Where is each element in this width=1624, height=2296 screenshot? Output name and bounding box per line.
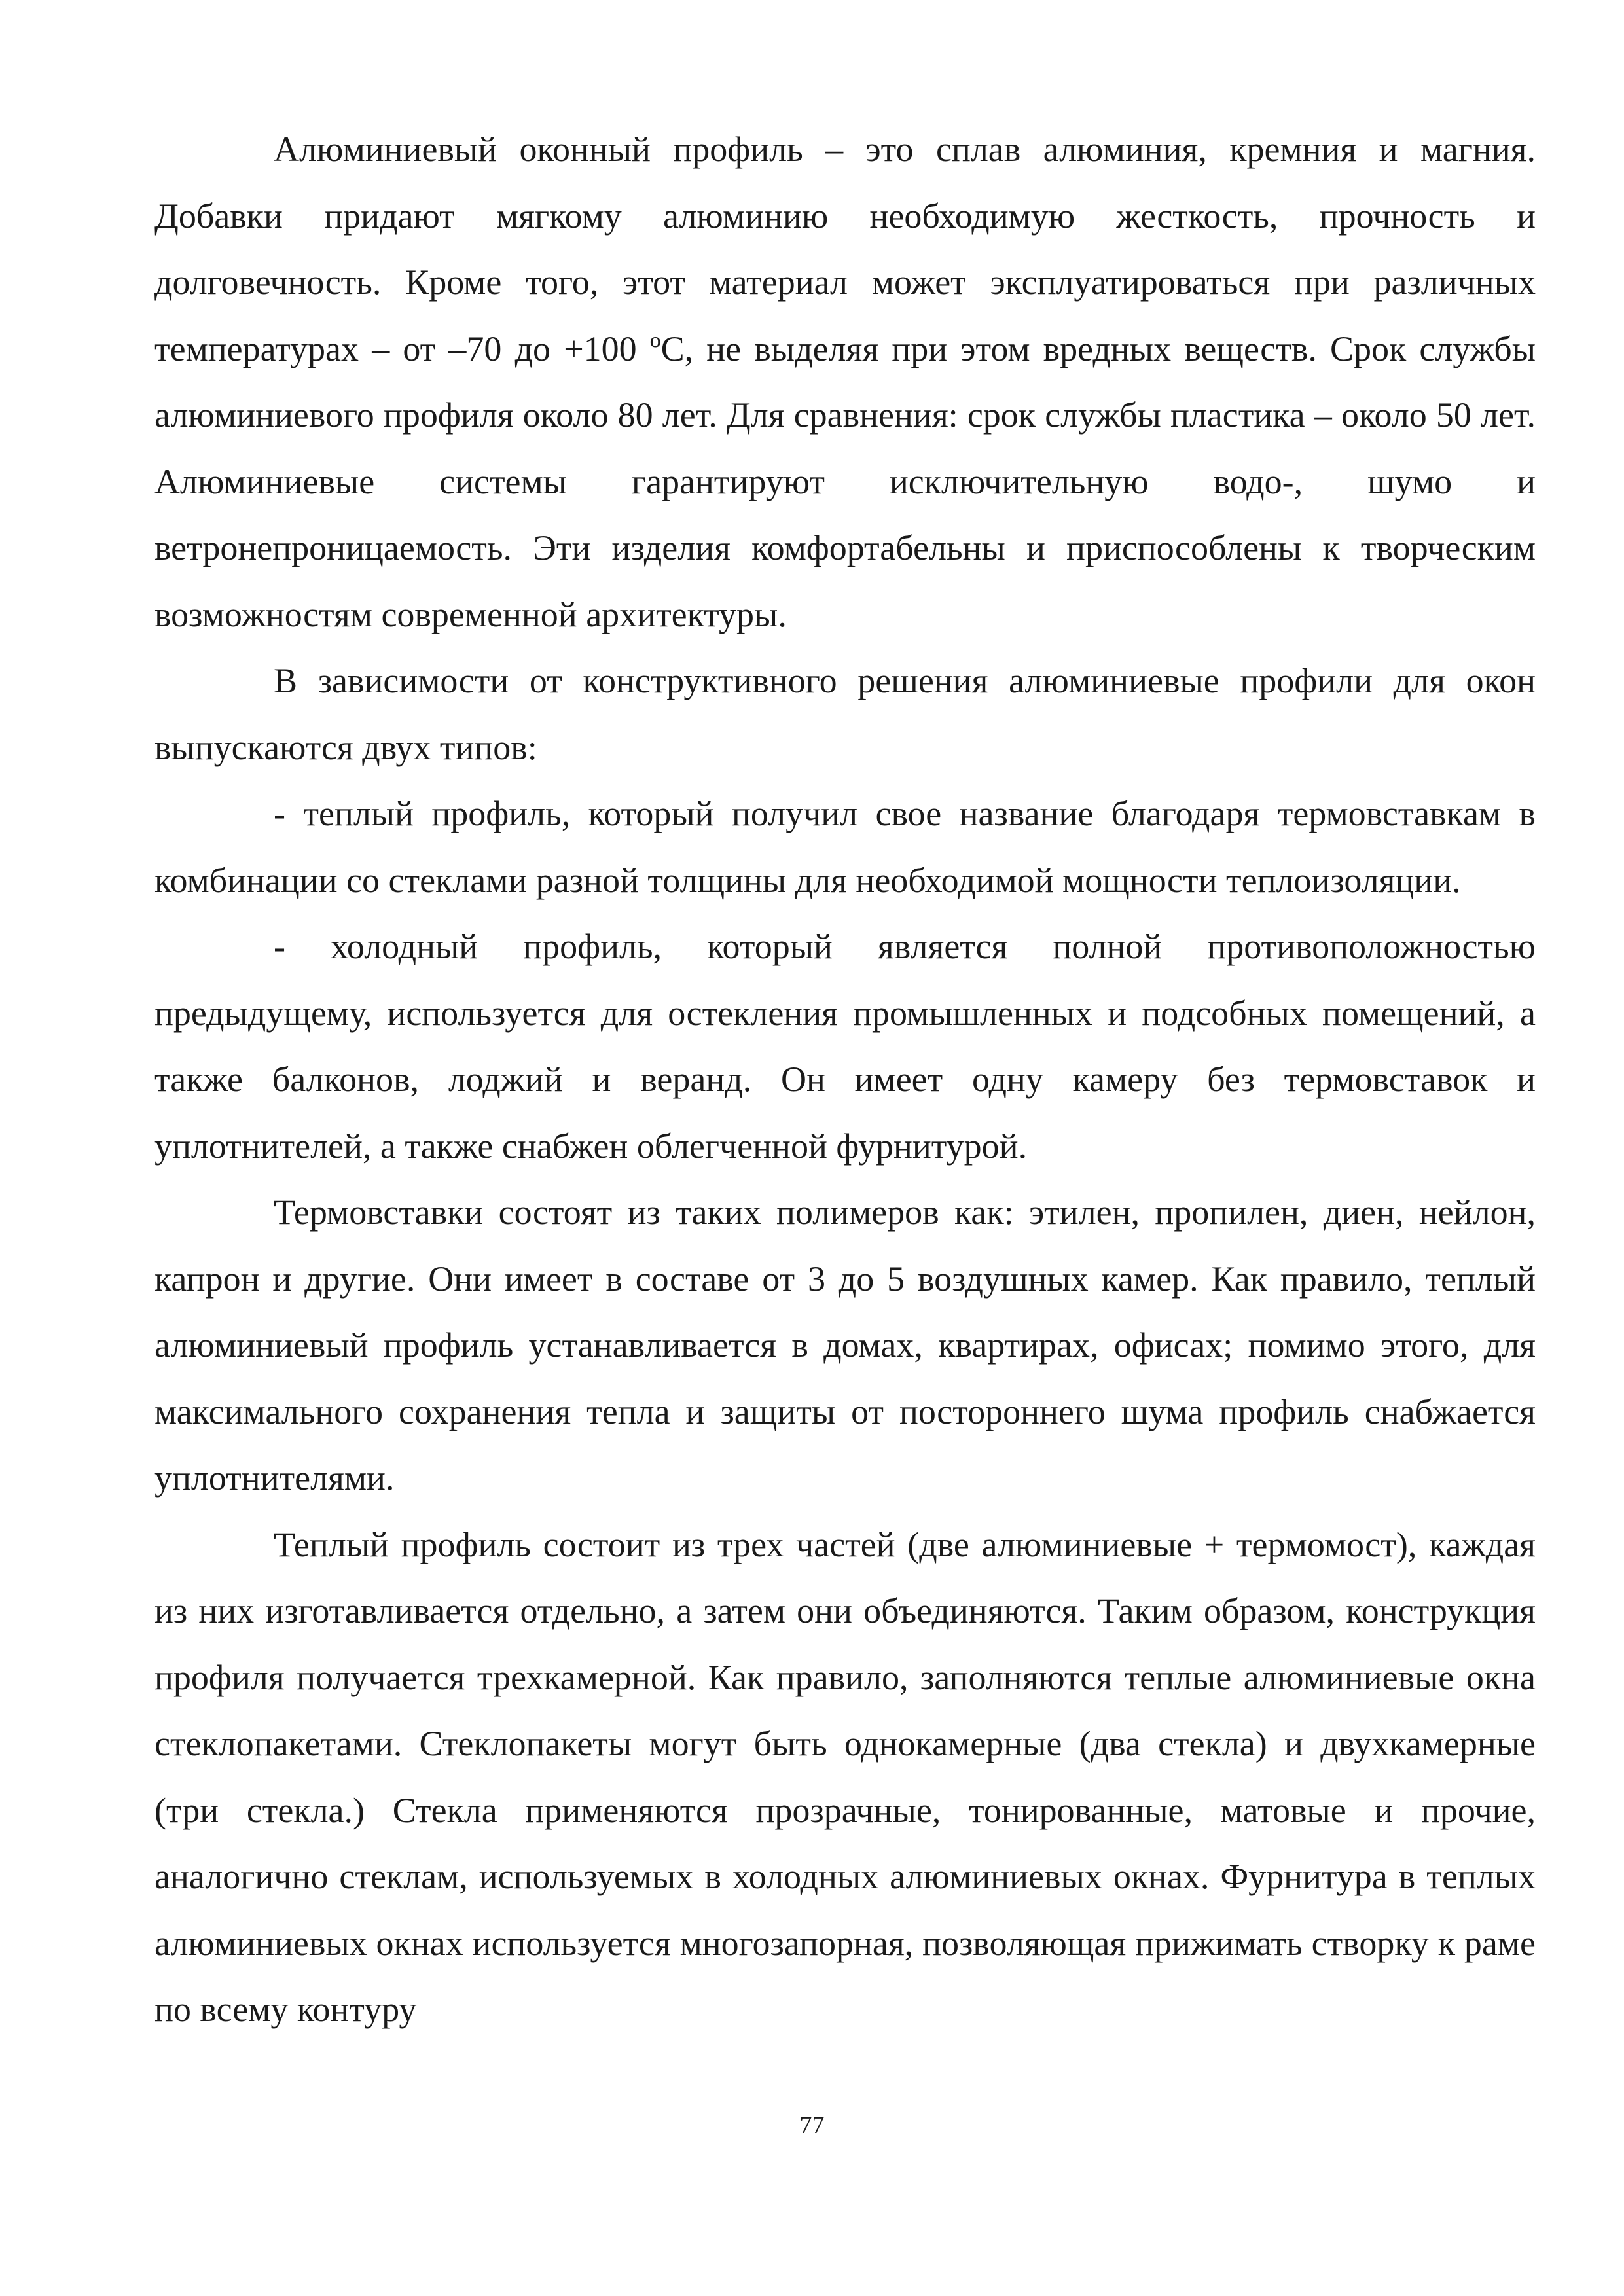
- paragraph-warm-profile: - теплый профиль, который получил свое название благодаря термовставкам в комбинации со стеклами разной толщины для необходимой мощности теплоизоляции.: [154, 794, 1536, 900]
- body-text: [154, 117, 1536, 2043]
- paragraph-cold-profile: - холодный профиль, который является полной противоположностью предыдущему, используется для остекления промышленных и подсобных помещений, а также балконов, лоджий и веранд. Он имеет одну камеру без термовставок и уплотнителей, а также снабжен облегченной фурнитурой.: [154, 927, 1536, 1166]
- paragraph-warm-profile-structure: Теплый профиль состоит из трех частей (две алюминиевые + термомост), каждая из них изготавливается отдельно, а затем они объединяются. Таким образом, конструкция профиля получается трехкамерной. Как правило, заполняются теплые алюминиевые окна стеклопакетами. Стеклопакеты могут быть однокамерные (два стекла) и двухкамерные (три стекла.) Стекла применяются прозрачные, тонированные, матовые и прочие, аналогично стеклам, используемых в холодных алюминиевых окнах. Фурнитура в теплых алюминиевых окнах используется многозапорная, позволяющая прижимать створку к раме по всему контуру: [154, 1524, 1536, 2029]
- paragraph-thermal-inserts: Термовставки состоят из таких полимеров как: этилен, пропилен, диен, нейлон, капрон и другие. Они имеет в составе от 3 до 5 воздушных камер. Как правило, теплый алюминиевый профиль устанавливается в домах, квартирах, офисах; помимо этого, для максимального сохранения тепла и защиты от постороннего шума профиль снабжается уплотнителями.: [154, 1193, 1536, 1498]
- page-number: 77: [799, 2111, 825, 2139]
- paragraph-profile-types: В зависимости от конструктивного решения алюминиевые профили для окон выпускаются двух типов:: [154, 661, 1536, 767]
- paragraph-aluminum-profile: Алюминиевый оконный профиль – это сплав алюминия, кремния и магния. Добавки придают мягкому алюминию необходимую жесткость, прочность и долговечность. Кроме того, этот материал может эксплуатироваться при различных температурах – от –70 до +100 ºС, не выделяя при этом вредных веществ. Срок службы алюминиевого профиля около 80 лет. Для сравнения: срок службы пластика – около 50 лет. Алюминиевые системы гарантируют исключительную водо-, шумо и ветронепроницаемость. Эти изделия комфортабельны и приспособлены к творческим возможностям современной архитектуры.: [154, 130, 1536, 634]
